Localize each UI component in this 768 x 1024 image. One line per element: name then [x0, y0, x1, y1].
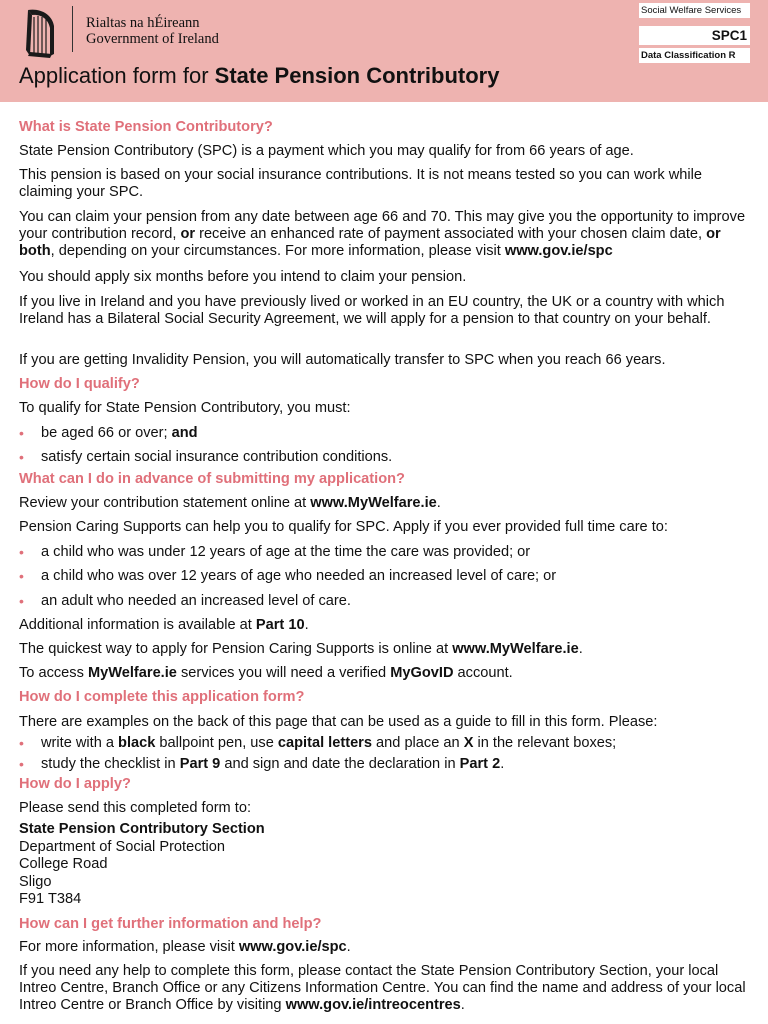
bullet-marker: •: [19, 568, 24, 584]
qualify-bullet-2: satisfy certain social insurance contribution conditions.: [41, 449, 393, 465]
qualify-bullet-1: be aged 66 or over; and: [41, 425, 198, 441]
advance-caring: Pension Caring Supports can help you to qualify for SPC. Apply if you ever provided full time care to:: [19, 519, 668, 535]
help-more: For more information, please visit www.gov.ie/spc.: [19, 939, 351, 955]
bullet-marker: •: [19, 735, 24, 751]
bullet-marker: •: [19, 544, 24, 560]
address-line-1: State Pension Contributory Section: [19, 821, 265, 837]
caring-bullet-2: a child who was over 12 years of age who needed an increased level of care; or: [41, 568, 557, 584]
heading-advance: What can I do in advance of submitting my application?: [19, 471, 405, 487]
data-classification: Data Classification R: [639, 48, 750, 63]
intreo-link[interactable]: www.gov.ie/intreocentres: [285, 997, 461, 1014]
heading-what-is-spc: What is State Pension Contributory?: [19, 119, 273, 135]
spc-link[interactable]: www.gov.ie/spc: [238, 939, 347, 955]
what-p4: You should apply six months before you intend to claim your pension.: [19, 269, 467, 285]
harp-icon: [20, 6, 60, 60]
form-title: Application form for State Pension Contributory: [19, 63, 500, 88]
what-p3: You can claim your pension from any date between age 66 and 70. This may give you the opportunity to improve your contribution record, or receive an enhanced rate of payment associated with your chosen claim date, or both, depending on your circumstances. For more information, please visit www.gov.ie/spc: [19, 209, 746, 260]
complete-intro: There are examples on the back of this page that can be used as a guide to fill in this form. Please:: [19, 714, 658, 730]
advance-additional: Additional information is available at Part 10.: [19, 617, 309, 633]
complete-bullet-1: write with a black ballpoint pen, use capital letters and place an X in the relevant boxes;: [41, 735, 617, 751]
service-label: Social Welfare Services: [639, 3, 750, 18]
apply-intro: Please send this completed form to:: [19, 800, 251, 816]
address-line-4: Sligo: [19, 874, 52, 890]
mywelfare-link[interactable]: www.MyWelfare.ie: [452, 641, 579, 657]
bullet-marker: •: [19, 449, 24, 465]
advance-review: Review your contribution statement online at www.MyWelfare.ie.: [19, 495, 441, 511]
form-code: SPC1: [639, 26, 750, 45]
heading-complete: How do I complete this application form?: [19, 689, 305, 705]
header-band: [0, 0, 768, 102]
address-line-5: F91 T384: [19, 891, 82, 907]
what-p5: If you live in Ireland and you have previously lived or worked in an EU country, the UK or a country with which Ireland has a Bilateral Social Security Agreement, we will apply for a pension to that country on your behalf.: [19, 294, 725, 328]
caring-bullet-1: a child who was under 12 years of age at the time the care was provided; or: [41, 544, 531, 560]
bullet-marker: •: [19, 756, 24, 772]
address-line-2: Department of Social Protection: [19, 839, 226, 855]
heading-help: How can I get further information and help?: [19, 916, 322, 932]
gov-name-english: Government of Ireland: [86, 31, 219, 47]
advance-access: To access MyWelfare.ie services you will need a verified MyGovID account.: [19, 665, 513, 681]
heading-apply: How do I apply?: [19, 776, 131, 792]
advance-quickest: The quickest way to apply for Pension Caring Supports is online at www.MyWelfare.ie.: [19, 641, 583, 657]
heading-qualify: How do I qualify?: [19, 376, 140, 392]
qualify-intro: To qualify for State Pension Contributory, you must:: [19, 400, 351, 416]
complete-bullet-2: study the checklist in Part 9 and sign and date the declaration in Part 2.: [41, 756, 505, 772]
spc-link[interactable]: www.gov.ie/spc: [504, 243, 613, 260]
header-divider: [72, 6, 73, 52]
what-p1: State Pension Contributory (SPC) is a payment which you may qualify for from 66 years of age.: [19, 143, 634, 159]
bullet-marker: •: [19, 425, 24, 441]
help-need: If you need any help to complete this form, please contact the State Pension Contributory Section, your local Intreo Centre, Branch Office or any Citizens Information Centre. You can find the name and address of your local Intreo Centre or Branch Office by visiting www.gov.ie/intreocentres.: [19, 963, 746, 1014]
mywelfare-link[interactable]: www.MyWelfare.ie: [310, 495, 437, 511]
bullet-marker: •: [19, 593, 24, 609]
address-line-3: College Road: [19, 856, 108, 872]
gov-name-irish: Rialtas na hÉireann: [86, 15, 200, 31]
what-p6: If you are getting Invalidity Pension, you will automatically transfer to SPC when you reach 66 years.: [19, 352, 666, 368]
caring-bullet-3: an adult who needed an increased level of care.: [41, 593, 351, 609]
what-p2: This pension is based on your social insurance contributions. It is not means tested so you can work while claiming your SPC.: [19, 167, 703, 201]
